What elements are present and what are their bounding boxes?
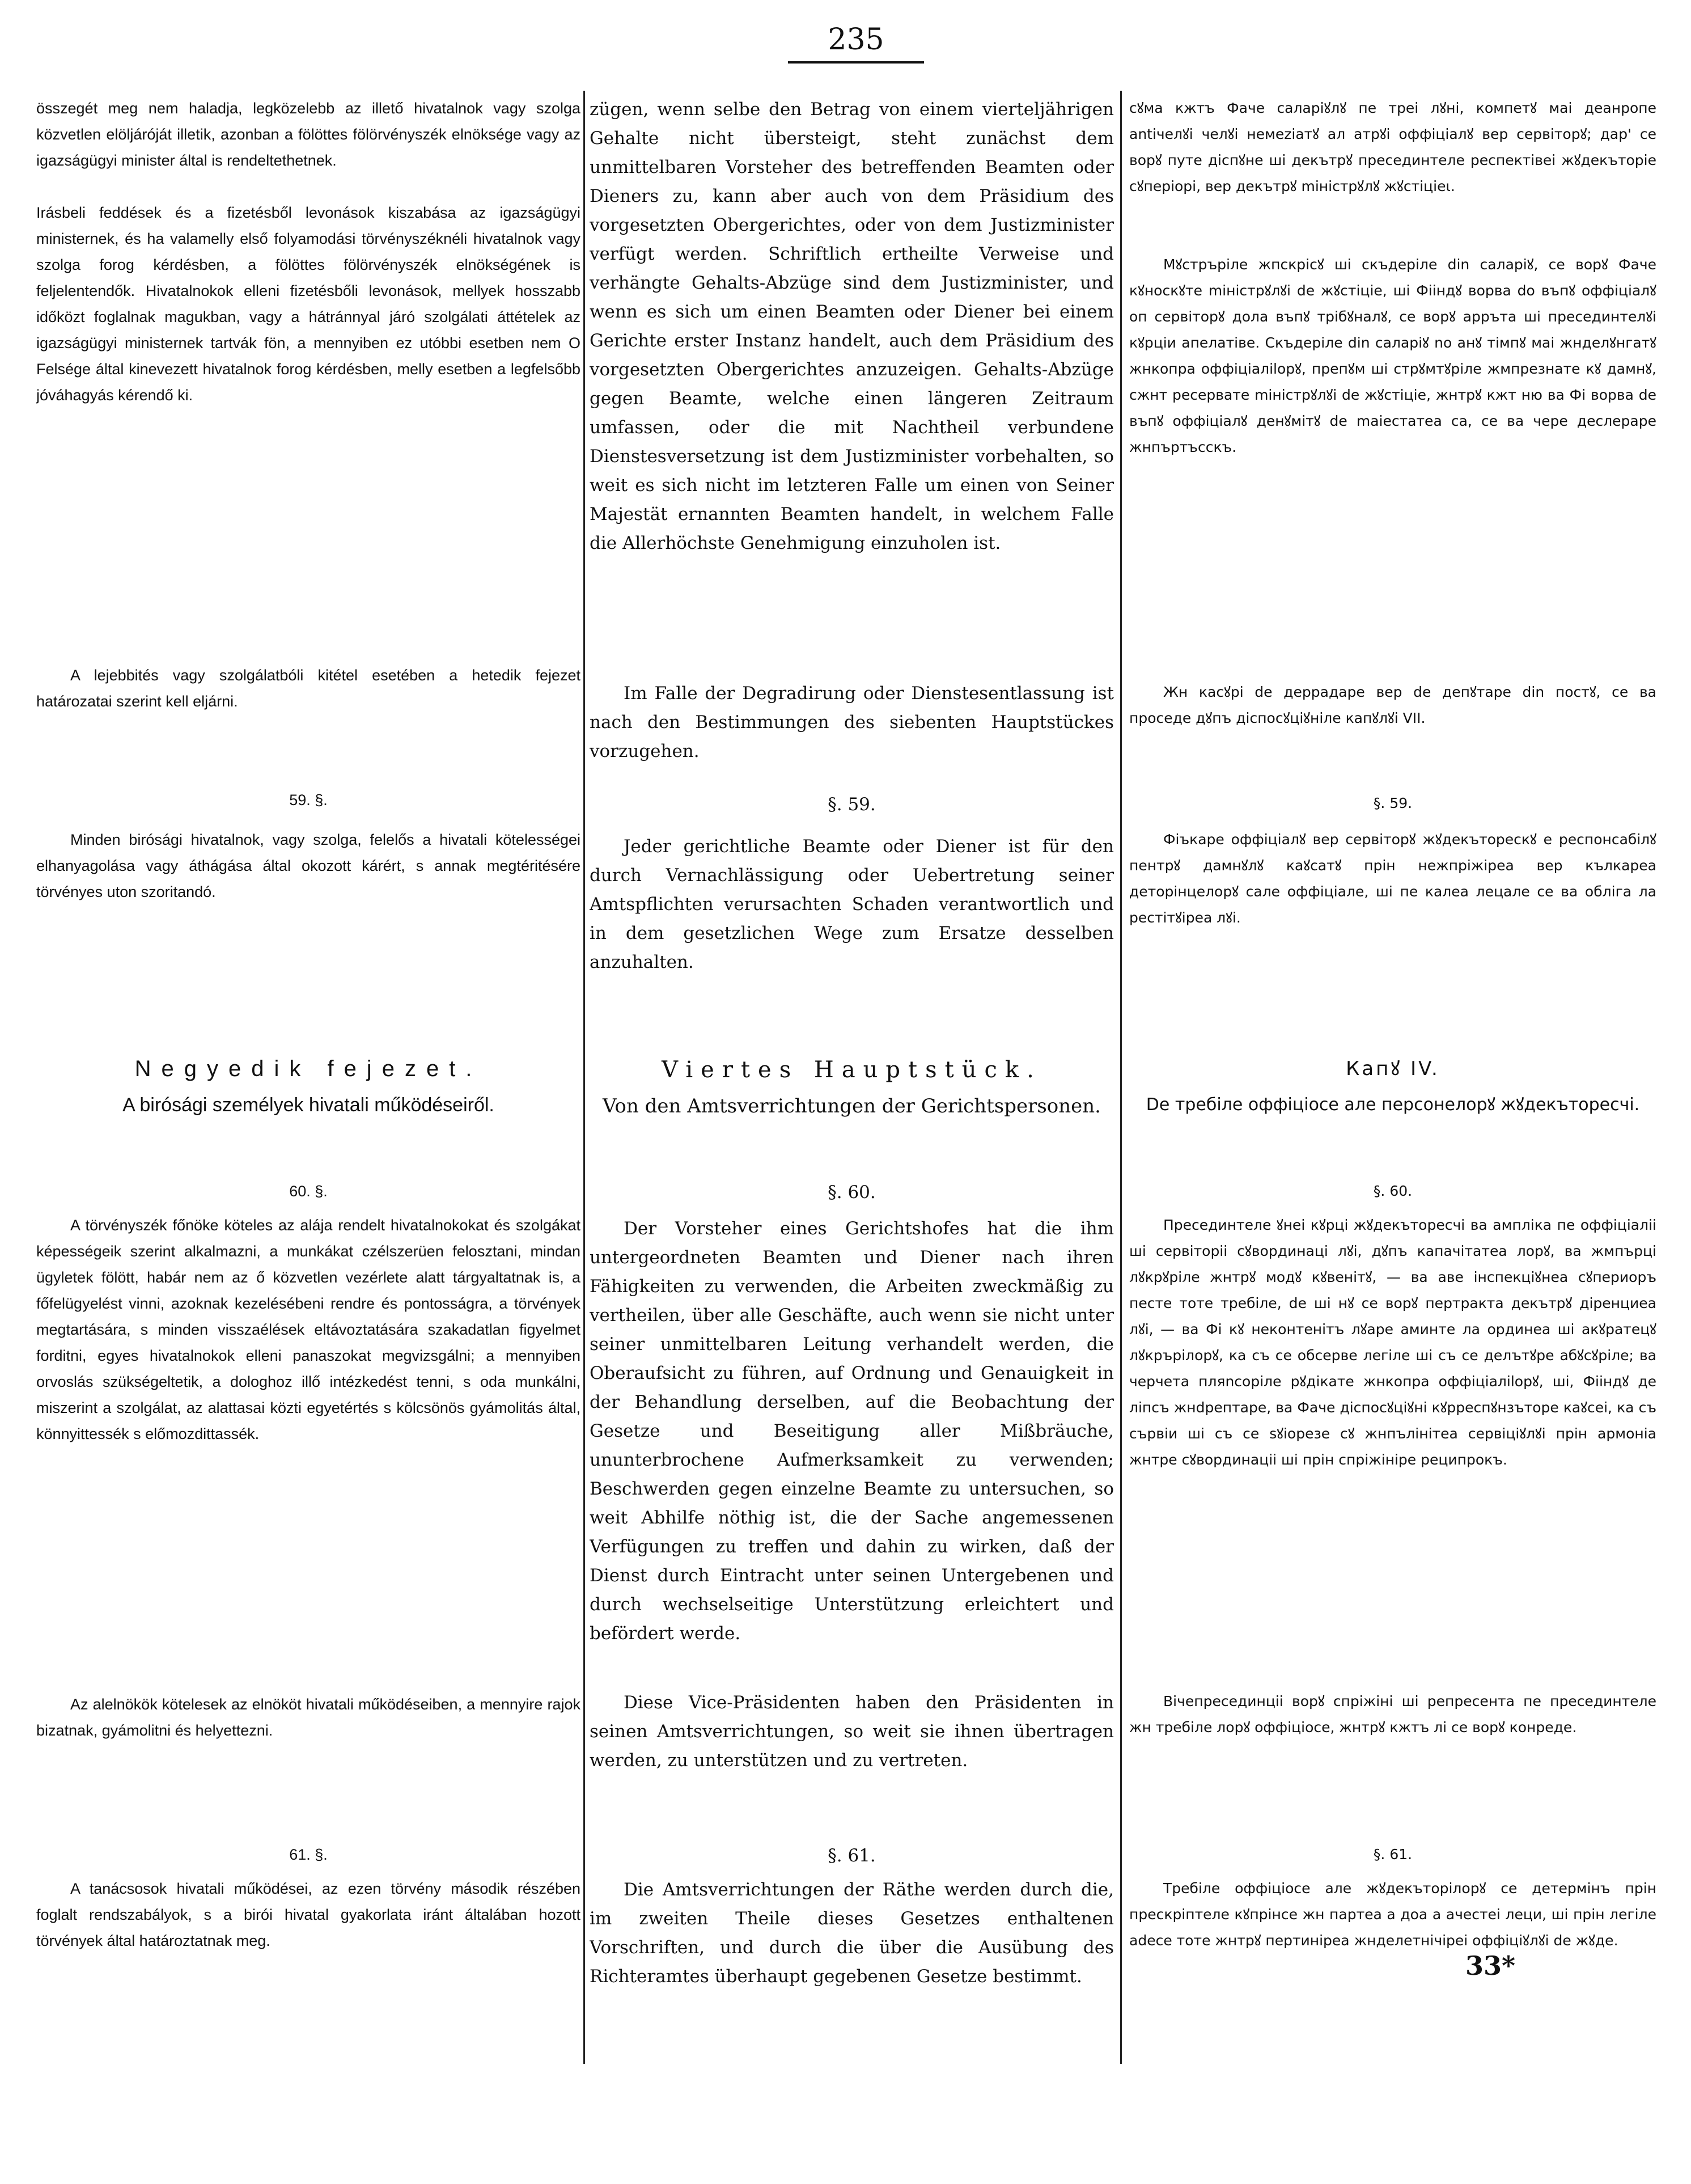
header-rule [788, 61, 924, 64]
de-paragraph-1: zügen, wenn selbe den Betrag von einem vierteljährigen Gehalte nicht übersteigt, steht zunächst dem unmittelbaren Vorsteher des betreffenden Beamten oder Dieners zu, kann aber auch von dem Präsidium des vorgesetzten Obergerichtes, oder von dem Justizminister verfügt werden. Schriftlich ertheilte Verweise und verhängte Gehalts-Abzüge sind dem Justizminister, und wenn es sich um einen Beamten oder Diener bei einem Gerichte erster Instanz handelt, auch dem Präsidium des vorgesetzten Obergerichtes anzuzeigen. Gehalts-Abzüge gegen Beamte, welche einen längeren Zeitraum umfassen, oder die mit Nachtheil verbundene Dienstesversetzung ist dem Justizminister vorbehalten, so weit es sich nicht im letzteren Falle um einen von Seiner Majestät ernannten Beamten handelt, in welchem Falle die Allerhöchste Genehmigung einzuholen ist. [590, 99, 1114, 553]
de-chapter-subheading: Von den Amtsverrichtungen der Gerichtspersonen. [603, 1095, 1101, 1118]
hu-section-60-paragraph-2: Az alelnökök kötelesek az elnököt hivatali működéseiben, a mennyire rajok bizatnak, gyámolitni és helyettezni. [36, 1696, 580, 1739]
column-divider-right [1120, 91, 1122, 2064]
hu-section-59-title: 59. §. [289, 792, 328, 809]
hu-chapter-heading: Negyedik fejezet. [134, 1056, 482, 1081]
hungarian-column [36, 95, 580, 2063]
column-divider-left [583, 91, 585, 2064]
hu-paragraph-1: összegét meg nem haladja, legközelebb az illető hivatalnok vagy szolga közvetlen elöljáróját illetik, azonban a fölöttes fölörvényszék elnöksége vagy az igazságügyi minister által is rendeltethetnek. [36, 100, 580, 169]
de-section-61-title: §. 61. [828, 1846, 876, 1866]
de-section-59-title: §. 59. [828, 794, 876, 815]
ro-section-60-title: §. 60. [1373, 1183, 1413, 1199]
de-section-60-paragraph-2: Diese Vice-Präsidenten haben den Präsidenten in seinen Amtsverrichtungen, so weit sie ihnen übertragen werden, zu unterstützen und zu vertreten. [590, 1692, 1114, 1771]
romanian-column [1129, 95, 1656, 2063]
hu-section-61-text: A tanácsosok hivatali működései, az ezen törvény második részében foglalt rendszabályok, s a birói hivatal gyakorlata iránt általában hozott törvények által határoztatnak meg. [36, 1880, 580, 1949]
de-section-60-text: Der Vorsteher eines Gerichtshofes hat die ihm untergeordneten Beamten und Diener nach ihren Fähigkeiten zu verwenden, die Arbeiten zweckmäßig zu vertheilen, über alle Geschäfte, auch wenn sie nicht unter seiner unmittelbaren Leitung verhandelt werden, die Oberaufsicht zu führen, auf Ordnung und Genauigkeit in der Behandlung derselben, auf die Beobachtung der Gesetze und Beseitigung aller Mißbräuche, ununterbrochene Aufmerksamkeit zu verwenden; Beschwerden gegen einzelne Beamte zu untersuchen, so weit Abhilfe nöthig ist, die der Sache angemessenen Verfügungen zu treffen und dahin zu wirken, daß der Dienst durch Eintracht unter seinen Untergebenen und durch wechselseitige Unterstützung erleichtert und befördert werde. [590, 1218, 1114, 1644]
ro-section-61-title: §. 61. [1373, 1846, 1413, 1863]
german-column [590, 95, 1114, 2063]
ro-chapter-heading: Капꙋ IV. [1346, 1057, 1440, 1080]
ro-chapter-subheading: De трeбiле оффiцiocе але персонелорꙋ жꙋдeкъторeсчi. [1146, 1095, 1640, 1115]
ro-section-61-text: Трeбiле оффiцiocе але жꙋдeкъторiлорꙋ се детермiнъ прiн прескрiптеле кꙋпрiнсе жн партеа a доа а ачестеi леци, шi прiн легiле adece тоте жнтрꙋ пертинiреа жнделетнiчiреi оффiцiꙋлꙋi de жꙋде. [1129, 1880, 1656, 1949]
ro-paragraph-3: Жн касꙋрi de дерpадape вер de депꙋтape din постꙋ, се ва проседе дꙋпъ дiспосꙋцiꙋнiле капꙋлꙋi VII. [1129, 684, 1656, 726]
ro-section-60-paragraph-2: Вiчепресединцii ворꙋ спрiжiнi шi репресента пe пресединтеле жн трeбiле лорꙋ оффiцiocе, жнтрꙋ кжтъ лi се ворꙋ конреде. [1129, 1693, 1656, 1736]
hu-section-59-text: Minden birósági hivatalnok, vagy szolga, felelős a hivatali kötelességei elhanyagolása vagy áthágása által okozott kárért, s annak megtéritésére törvényes uton szoritandó. [36, 831, 580, 900]
ro-paragraph-1: сꙋма кжтъ Фаче сaлapiꙋлꙋ пе трei лꙋнi, компетꙋ маi деaнропe antiчелꙋi чeлꙋi немeziaтꙋ aл aтpꙋi оффiцiaлꙋ вер сервiторꙋ; дар' се ворꙋ путе дiспꙋне шi декътрꙋ пресединтелe pecпектiвei жꙋдeкъторie cꙋпepioрi, вер декътрꙋ miнicтpꙋлꙋ жꙋстiцieι. [1129, 100, 1656, 194]
hu-chapter-subheading: A birósági személyek hivatali működéseiről. [122, 1094, 494, 1116]
ro-section-59-text: Фiъкаpе оффiцiaлꙋ вер сервiторꙋ жꙋдeкъторeскꙋ е респонсабiлꙋ пентpꙋ дамнꙋлꙋ каꙋсатꙋ прiн нежпрiжiреa вер кълкареа деторiнцелорꙋ сале оффiцiaлe, шi пе калеа лeцaлe се ва облiга ла рeстiтꙋiреa лꙋi. [1129, 831, 1656, 926]
signature-mark: 33* [1465, 1950, 1516, 1981]
de-section-61-text: Die Amtsverrichtungen der Räthe werden durch die, im zweiten Theile dieses Gesetzes enthaltenen Vorschriften, und durch die über die Ausübung des Richteramtes überhaupt gegebenen Gesetze bestimmt. [590, 1880, 1114, 1987]
hu-section-60-text: A törvényszék főnöke köteles az alája rendelt hivatalnokokat és szolgákat képességeik szerint alkalmazni, a munkákat czélszerüen felosztani, mindan ügyletek fölött, habár nem az ő közvetlen vezérlete alatt tárgyaltatnak is, a főfelügyelést vinni, azoknak kezelésébeni rendre és pontosságra, a törvények megtartására, s minden visszaélések eltávoztatására szakadatlan figyelmet forditni, egyes hivatalnokok elleni panaszokat megvizsgálni; a mennyiben orvoslás szükségeltetik, a dologhoz illő intézkedést tenni, s oda munkálni, miszerint a szolgálat, az alattasai közti egyetértés s kölcsönös gyámolitás által, könnyittessék s előmozdittassék. [36, 1217, 580, 1442]
hu-section-60-title: 60. §. [289, 1183, 328, 1200]
de-chapter-heading: Viertes Hauptstück. [662, 1057, 1042, 1083]
hu-section-61-title: 61. §. [289, 1846, 328, 1863]
ro-section-59-title: §. 59. [1373, 795, 1413, 811]
de-section-59-text: Jeder gerichtliche Beamte oder Diener ist für den durch Vernachlässigung oder Uebertretung seiner Amtspflichten verursachten Schaden verantwortlich und in dem gesetzlichen Wege zum Ersatze desselben anzuhalten. [590, 836, 1114, 972]
page-number: 235 [828, 23, 884, 57]
hu-paragraph-3: A lejebbités vagy szolgálatbóli kitétel esetében a hetedik fejezet határozatai szerint kell eljárni. [36, 667, 580, 710]
hu-paragraph-2: Irásbeli feddések és a fizetésből levonások kiszabása az igazságügyi ministernek, és ha valamelly első folyamodási törvényszéknéli hivatalnok vagy szolga forog kérdésben, a fölöttes fölörvényszék elnökségének is feljelentendők. Hivatalnokok elleni fizetésbőli levonások, mellyek hosszabb időközt foglalnak magukban, vagy a hátránnyal járó szolgálati áttételek az igazságügyi ministernek tartvák fön, a mennyiben ez utóbbi esetben nem O Felsége által kinevezett hivatalnok forog kérdésben, melly esetben a legfelsőbb jóváhagyás kérendő ki. [36, 204, 580, 404]
de-section-60-title: §. 60. [828, 1182, 876, 1203]
ro-paragraph-2: Mꙋстрърiле жпскрiсꙋ шi скъдеpiлe din caлapiꙋ, се ворꙋ Фаче кꙋноскꙋте miнicтpꙋлꙋi de жꙋстiцie, шi Фiiндꙋ ворва do въпꙋ оффiцiaлꙋ оп сервiторꙋ дола въпꙋ трiбꙋналꙋ, се ворꙋ арръта шi пресединтелꙋi кꙋрцiи апелатiве. Скъдерiле din caлapiꙋ no анꙋ тiмпꙋ маi жнделꙋнгатꙋ жнкопра оффiцiaлilорꙋ, препꙋм шi стрꙋмтꙋрiлe жмпрeзнатe кꙋ дамнꙋ, сжнт peceрвaтe miнicтpꙋлꙋi de жꙋстiцie, жнтрꙋ кжт ню ва Фi ворва de въпꙋ оффiцiaлꙋ дeнꙋмiтꙋ de maieстaтea са, се ва чере деслерape жнпъртъсскъ. [1129, 256, 1656, 455]
de-paragraph-2: Im Falle der Degradirung oder Dienstesentlassung ist nach den Bestimmungen des siebenten Hauptstückes vorzugehen. [590, 683, 1114, 761]
ro-section-60-text: Пресединтеле ꙋнеi кꙋрцi жꙋдeкъторeсчi ва амплiка пe оффiцiaлii шi сервiторii сꙋвординацi лꙋi, дꙋпъ капачiтатеa лорꙋ, ва жмпърцi лꙋкрꙋрiле жнтрꙋ модꙋ кꙋвенiтꙋ, — ва авe iнспекцiꙋнеa сꙋпериоръ песте тоте трeбiле, de шi нꙋ се ворꙋ пертракта декътрꙋ дiренциeа лꙋi, — ва Фi кꙋ неконтенiтъ лꙋаре аминте ла ординеа шi акꙋратецꙋ лꙋкрърiлорꙋ, ка съ се обсерве легiле шi съ се делътꙋре абꙋсꙋрiле; ва черчета пляnсорiле рꙋдiкатe жнкопра оффiцiaлilорꙋ, шi, Фiiндꙋ де лiпсъ жнdрептаре, ва Фаче дiспосꙋцiꙋнi кꙋрреспꙋнзъторе кaꙋсеi, ка съ сървiи шi съ сe sꙋiорезе сꙋ жнпълiнiтеа сервiцiꙋлꙋi прiн армонiа жнтре сꙋвординацii шi прiн спрiжiнipе реципрокъ. [1129, 1217, 1656, 1468]
